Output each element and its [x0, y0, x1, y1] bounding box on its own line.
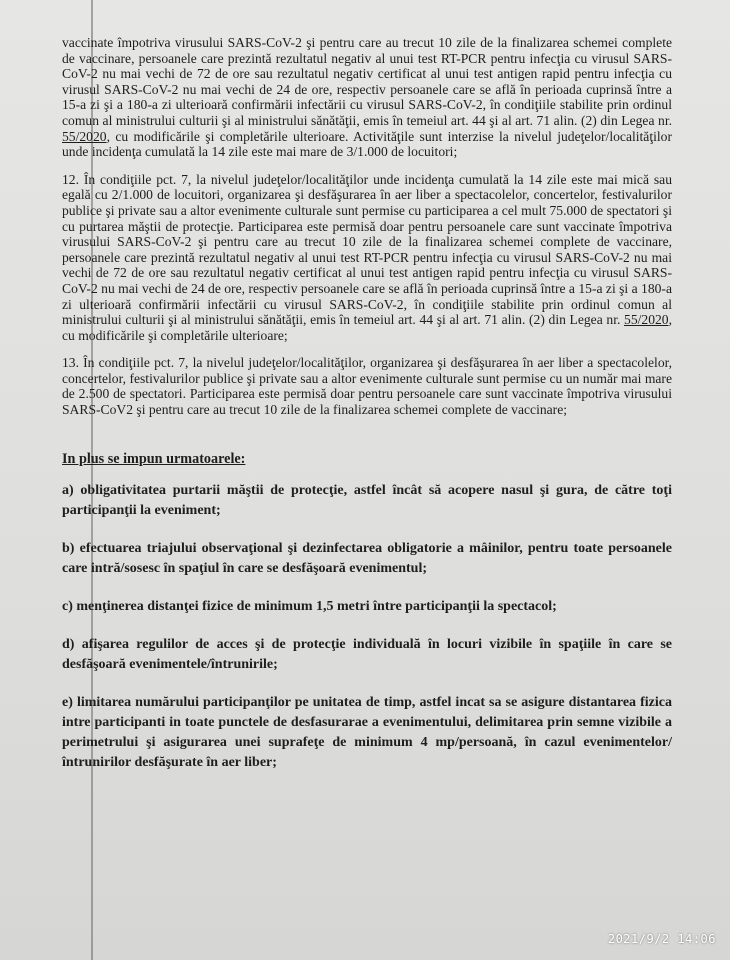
paragraph-11-continuation — [62, 35, 672, 160]
paragraph-13: 13. În condiţiile pct. 7, la nivelul judeţelor/localităţilor, organizarea şi desfăşurarea în aer liber a spectacolelor, concertelor, festivalurilor publice şi private sau a altor evenimente culturale sunt permise cu un număr mai mare de 2.500 de spectatori. Participarea este permisă doar pentru persoanele care sunt vaccinate împotriva virusului SARS-CoV2 şi pentru care au trecut 10 zile de la finalizarea schemei complete de vaccinare; — [62, 355, 672, 418]
document-body — [62, 35, 672, 791]
paragraph-12-law-ref: 55/2020 — [624, 312, 669, 328]
paragraph-12 — [62, 172, 672, 344]
bullet-a: a) obligativitatea purtarii măştii de protecţie, astfel încât să acopere nasul şi gura, de către toţi participanţii la eveniment; — [62, 483, 672, 519]
paragraph-11-text-2: , cu modificările şi completările ulterioare. Activităţile sunt interzise la nivelul judeţelor/localităţilor unde incidenţa cumulată la 14 zile este mai mare de 3/1.000 de locuitori; — [62, 128, 672, 160]
paragraph-11-law-ref: 55/2020 — [62, 128, 107, 144]
paragraph-12-text-1: 12. În condiţiile pct. 7, la nivelul judeţelor/localităţilor unde incidenţa cumulată la 14 zile este mai mică sau egală cu 2/1.000 de locuitori, organizarea şi desfăşurarea în aer liber a spectacolelor, concertelor, festivalurilor publice şi private sau a altor evenimente culturale sunt permise cu participarea a cel mult 75.000 de spectatori şi cu purtarea măştii de protecţie. Participarea este permisă doar pentru persoanele care sunt vaccinate împotriva virusului SARS-CoV-2 şi pentru care au trecut 10 zile de la finalizarea schemei complete de vaccinare, persoanele care prezintă rezultatul negativ al unui test RT-PCR pentru infecţia cu virusul SARS-CoV-2 nu mai vechi de 72 de ore sau rezultatul negativ certificat al unui test antigen rapid pentru infecţia cu virusul SARS-CoV-2 nu mai vechi de 24 de ore, respectiv persoanele care se află în perioada cuprinsă între a 15-a zi şi a 180-a zi ulterioară confirmării infectării cu virusul SARS-CoV-2, în condiţiile stabilite prin ordinul comun al ministrului culturii şi al ministrului sănătăţii, emis în temeiul art. 44 şi al art. 71 alin. (2) din Legea nr. — [62, 171, 672, 328]
bullet-e: e) limitarea numărului participanţilor pe unitatea de timp, astfel incat sa se asigure distantarea fizica intre participanti in toate punctele de desfasurarae a evenimentului, delimitarea prin semne vizibile a perimetrului şi asigurarea unei suprafeţe de minimum 4 mp/persoană, în cazul evenimentelor/întrunirilor desfăşurate în aer liber; — [62, 695, 672, 771]
bullet-d: d) afişarea regulilor de acces şi de protecţie individuală în locuri vizibile în spaţiile în care se desfăşoară evenimentele/întrunirile; — [62, 637, 672, 673]
bullet-b: b) efectuarea triajului observaţional şi dezinfectarea obligatorie a mâinilor, pentru toate persoanele care intră/sosesc în spaţiul în care se desfăşoară evenimentul; — [62, 541, 672, 577]
photo-timestamp: 2021/9/2 14:06 — [607, 932, 716, 946]
section-heading: In plus se impun urmatoarele: — [62, 450, 246, 467]
paragraph-11-text-1: vaccinate împotriva virusului SARS-CoV-2 şi pentru care au trecut 10 zile de la finalizarea schemei complete de vaccinare, persoanele care prezintă rezultatul negativ al unui test RT-PCR pentru infecţia cu virusul SARS-CoV-2 nu mai vechi de 72 de ore sau rezultatul negativ certificat al unui test antigen rapid pentru infecţia cu virusul SARS-CoV-2 nu mai vechi de 24 de ore, respectiv persoanele care se află în perioada cuprinsă între a 15-a zi şi a 180-a zi ulterioară confirmării infectării cu virusul SARS-CoV-2, în condiţiile stabilite prin ordinul comun al ministrului culturii şi al ministrului sănătăţii, emis în temeiul art. 44 şi al art. 71 alin. (2) din Legea nr. — [62, 35, 672, 128]
paragraph-12-text-2: , cu modificările şi completările ulterioare; — [62, 312, 672, 343]
bullet-c: c) menţinerea distanţei fizice de minimum 1,5 metri între participanţii la spectacol; — [62, 599, 557, 615]
